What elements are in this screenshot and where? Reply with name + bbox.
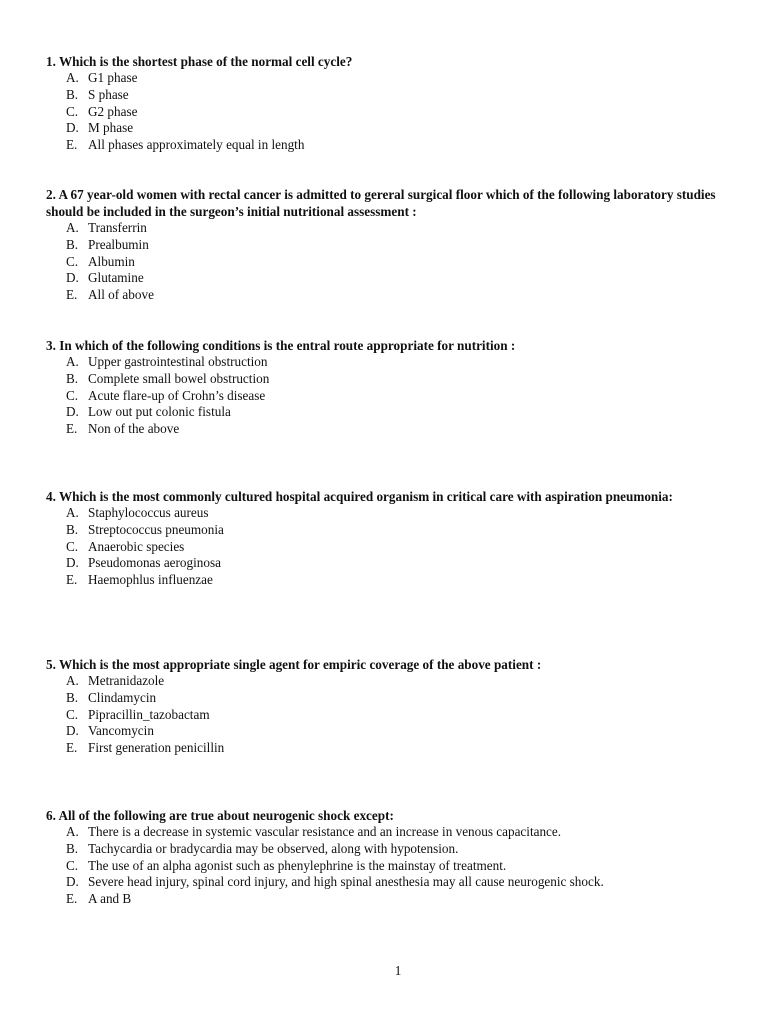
question-6	[46, 807, 726, 908]
question-text	[46, 337, 726, 354]
question-number: 4.	[46, 489, 56, 504]
option-letter: E.	[66, 137, 78, 153]
option-text: There is a decrease in systemic vascular resistance and an increase in venous capacitance.	[88, 824, 562, 839]
option-d	[46, 404, 726, 421]
option-letter: E.	[66, 891, 78, 907]
question-number: 1.	[46, 54, 56, 69]
question-prompt: Which is the most appropriate single agent for empiric coverage of the above patient :	[58, 657, 542, 672]
option-b	[46, 237, 726, 254]
option-letter: E.	[66, 421, 78, 437]
option-letter: E.	[66, 287, 78, 303]
option-list	[46, 824, 726, 908]
option-text: Upper gastrointestinal obstruction	[88, 354, 268, 369]
option-letter: B.	[66, 86, 79, 102]
option-c	[46, 254, 726, 271]
page-number: 1	[394, 963, 402, 978]
option-b	[46, 690, 726, 707]
option-text: Clindamycin	[88, 689, 157, 705]
option-letter: D.	[66, 120, 79, 136]
option-letter: C.	[66, 253, 79, 269]
option-letter: C.	[66, 706, 79, 722]
question-4	[46, 488, 726, 589]
option-c	[46, 104, 726, 121]
option-letter: A.	[66, 505, 79, 520]
option-c	[46, 707, 726, 724]
question-text	[46, 488, 726, 505]
option-list	[46, 220, 726, 304]
option-b	[46, 87, 726, 104]
question-number: 5.	[46, 657, 56, 672]
option-e	[46, 891, 726, 908]
question-text	[46, 656, 726, 673]
option-a	[46, 673, 726, 690]
question-5	[46, 656, 726, 757]
question-text	[46, 186, 726, 220]
question-text	[46, 53, 726, 70]
option-c	[46, 388, 726, 405]
option-e	[46, 572, 726, 589]
option-list	[46, 354, 726, 438]
question-prompt: A 67 year-old women with rectal cancer is admitted to gereral surgical floor which of the following laboratory studies should be included in the surgeon’s initial nutritional assessment :	[46, 187, 716, 219]
option-c	[46, 858, 726, 875]
option-letter: B.	[66, 236, 79, 252]
option-a	[46, 824, 726, 841]
option-e	[46, 137, 726, 154]
option-b	[46, 522, 726, 539]
option-b	[46, 841, 726, 858]
option-list	[46, 673, 726, 757]
option-text: Pipracillin_tazobactam	[88, 706, 210, 722]
option-e	[46, 421, 726, 438]
option-text: A and B	[88, 891, 132, 907]
option-b	[46, 371, 726, 388]
question-number: 2.	[46, 187, 56, 202]
option-letter: B.	[66, 370, 79, 386]
option-letter: A.	[66, 824, 79, 839]
question-prompt: Which is the most commonly cultured hospital acquired organism in critical care with aspiration pneumonia:	[58, 489, 673, 504]
option-text: M phase	[88, 120, 134, 136]
option-text: Transferrin	[88, 220, 147, 235]
option-text: S phase	[88, 86, 129, 102]
option-a	[46, 220, 726, 237]
option-text: All of above	[88, 287, 154, 303]
option-text: Low out put colonic fistula	[88, 404, 231, 420]
option-letter: A.	[66, 220, 79, 235]
option-text: Glutamine	[88, 270, 144, 286]
option-e	[46, 740, 726, 757]
option-d	[46, 555, 726, 572]
option-letter: B.	[66, 840, 79, 856]
option-list	[46, 505, 726, 589]
question-3	[46, 337, 726, 438]
question-prompt: In which of the following conditions is the entral route appropriate for nutrition :	[59, 338, 516, 353]
question-1	[46, 53, 726, 154]
option-letter: C.	[66, 387, 79, 403]
option-text: Acute flare-up of Crohn’s disease	[88, 387, 266, 403]
option-letter: D.	[66, 270, 79, 286]
option-text: G1 phase	[88, 70, 138, 85]
option-text: G2 phase	[88, 103, 138, 119]
option-d	[46, 120, 726, 137]
option-text: All phases approximately equal in length	[88, 137, 305, 153]
option-text: Albumin	[88, 253, 135, 269]
option-letter: D.	[66, 404, 79, 420]
option-a	[46, 505, 726, 522]
option-text: Anaerobic species	[88, 538, 185, 554]
option-letter: A.	[66, 70, 79, 85]
option-letter: C.	[66, 857, 79, 873]
option-text: First generation penicillin	[88, 740, 225, 756]
question-number: 6.	[46, 808, 56, 823]
option-a	[46, 354, 726, 371]
option-text: Non of the above	[88, 421, 180, 437]
option-letter: B.	[66, 521, 79, 537]
option-letter: B.	[66, 689, 79, 705]
option-d	[46, 874, 726, 891]
option-text: Severe head injury, spinal cord injury, and high spinal anesthesia may all cause neurogenic shock.	[88, 874, 604, 890]
option-letter: A.	[66, 354, 79, 369]
question-text	[46, 807, 726, 824]
option-letter: D.	[66, 555, 79, 571]
option-text: The use of an alpha agonist such as phenylephrine is the mainstay of treatment.	[88, 857, 507, 873]
option-text: Streptococcus pneumonia	[88, 521, 224, 537]
option-e	[46, 287, 726, 304]
option-text: Complete small bowel obstruction	[88, 370, 270, 386]
option-text: Vancomycin	[88, 723, 154, 739]
option-letter: D.	[66, 723, 79, 739]
option-text: Staphylococcus aureus	[88, 505, 209, 520]
option-a	[46, 70, 726, 87]
question-prompt: All of the following are true about neurogenic shock except:	[58, 808, 394, 823]
option-text: Tachycardia or bradycardia may be observed, along with hypotension.	[88, 840, 459, 856]
option-letter: E.	[66, 740, 78, 756]
question-2	[46, 186, 726, 304]
option-text: Haemophlus influenzae	[88, 572, 213, 588]
option-letter: D.	[66, 874, 79, 890]
option-letter: E.	[66, 572, 78, 588]
option-letter: C.	[66, 538, 79, 554]
option-d	[46, 723, 726, 740]
option-text: Metranidazole	[88, 673, 165, 688]
option-text: Pseudomonas aeroginosa	[88, 555, 221, 571]
option-d	[46, 270, 726, 287]
question-number: 3.	[46, 338, 56, 353]
option-c	[46, 539, 726, 556]
option-letter: C.	[66, 103, 79, 119]
option-list	[46, 70, 726, 154]
option-text: Prealbumin	[88, 236, 149, 252]
question-prompt: Which is the shortest phase of the normal cell cycle?	[58, 54, 353, 69]
option-letter: A.	[66, 673, 79, 688]
